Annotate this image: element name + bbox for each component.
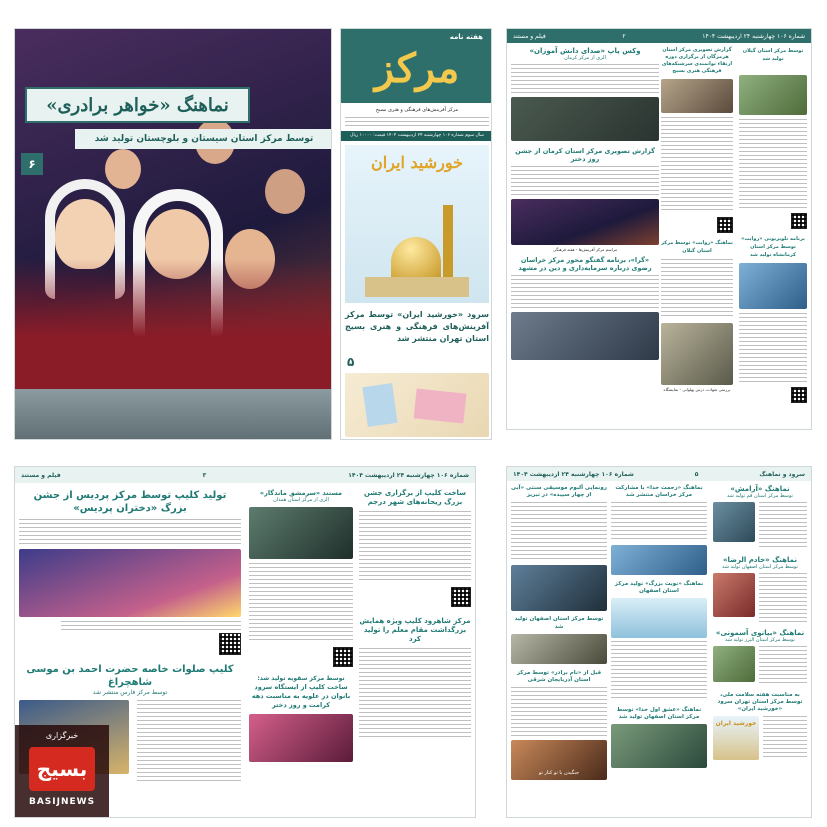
col-right-h1: توسط مرکز استان گیلان تولید شد: [742, 48, 804, 62]
stage-photo: [739, 263, 807, 309]
vox-title: وکس پاپ «صدای دانش آموزان»: [529, 47, 641, 55]
talk-photo: [511, 312, 659, 360]
clips-band: [15, 467, 475, 483]
flag-photo: [739, 75, 807, 115]
songs-m-h2: نماهنگ «نوبت بزرگ» تولید مرکز استان اصفهان: [614, 581, 704, 594]
shrine-dome: [391, 237, 441, 277]
band-number: ۲: [622, 32, 626, 40]
girls-chorus-photo: [249, 714, 353, 762]
clips-col-right: [359, 489, 471, 815]
page-songs: [506, 466, 812, 818]
masthead-intro: مرکز آفرینش‌های فرهنگی و هنری بسیج: [375, 107, 459, 113]
page-masthead: [340, 28, 492, 440]
songs-m-h1: نماهنگ «رحمت خدا» با مشارکت مرکز خراسان منتشر شد: [615, 485, 703, 498]
elder-photo: [661, 323, 733, 385]
masthead-small: هفته نامه: [449, 33, 483, 41]
cover-page-number: ۶: [21, 153, 43, 175]
issue-line: سال سوم شماره ۱۰۶ چهارشنبه ۲۴ اردیبهشت ۱۴۰۴ قیمت: ۱۰۰۰۰ ریال: [341, 131, 492, 141]
songs-r-h4: به مناسبت هفته سلامت ملی، توسط مرکز استان تهران سرود «خورشید ایران»: [717, 692, 803, 712]
band-left: فیلم و مستند: [513, 32, 546, 40]
girls-day-title: گزارش تصویری مرکز استان کرمان از جشن روز دختر: [515, 147, 655, 163]
songs-col-left: [511, 485, 607, 815]
leader-photo: [249, 507, 353, 559]
songs-r-h1: نماهنگ «آرامش»: [730, 485, 790, 493]
songs-col-mid: [611, 485, 707, 815]
clips-main-h2: کلیپ صلوات خاصه حضرت احمد بن موسی شاهچراغ: [26, 664, 234, 688]
notebook-photo: [345, 373, 489, 437]
poster-title: خورشید ایران: [370, 153, 463, 172]
ceremony-caption: مراسم مرکز آفرینش‌ها - هفته فرهنگی: [552, 247, 618, 252]
meeting-photo: [661, 79, 733, 113]
songs-r-h2: نماهنگ «خادم الرضا»: [723, 556, 797, 564]
clips-main-h2-sub: توسط مرکز فارس منتشر شد: [92, 689, 168, 696]
clips-band-right: شماره ۱۰۶ چهارشنبه ۲۴ اردیبهشت ۱۴۰۴: [348, 471, 469, 479]
col-mid-h1: گزارش تصویری مرکز استان هرمزگان از برگزاری دوره ارتقاء توانمندی سرشبکه‌های فرهنگی هنری بسیج: [661, 47, 733, 74]
masthead-bar: [341, 29, 492, 103]
caption-number: ۵: [347, 355, 355, 369]
basij-badge: [15, 725, 109, 817]
songs-band-number: ۵: [694, 470, 699, 478]
caption-text: سرود «خورشید ایران» توسط مرکز آفرینش‌های فرهنگی و هنری بسیج استان تهران منتشر شد: [345, 310, 489, 343]
col-mid: [661, 47, 733, 427]
clips-m-sub: الزی از مرکز استان همدان: [273, 497, 329, 503]
page-news-top: [506, 28, 812, 430]
songs-band: [507, 467, 811, 481]
col-left: [511, 47, 659, 427]
songs-r-h3: نماهنگ «بیانوی آسمونی»: [715, 629, 805, 637]
vox-sub: الزی از مرکز کرمان: [564, 55, 606, 61]
col-right: [739, 47, 807, 427]
songs-col-right: [713, 485, 807, 815]
gera-title: «گرا»، برنامه گفتگو محور مرکز خراسان رضوی درباره سرمایه‌داری و دین در مشهد: [518, 256, 652, 272]
badge-line3: BASIJNEWS: [28, 797, 96, 807]
songs-l-photo: جنگیدن با تو کنار تو: [511, 740, 607, 780]
clips-band-left: فیلم و مستند: [21, 471, 61, 479]
masthead-caption-box: [345, 309, 489, 369]
cover-title-box: [25, 87, 250, 123]
minaret: [443, 205, 453, 281]
col-mid-h2: نماهنگ «روایت» توسط مرکز استان گیلان: [661, 240, 733, 254]
page-cover-photo: [14, 28, 332, 440]
songs-r-h3-sub: توسط مرکز استان البرز تولید شد: [725, 637, 795, 643]
songs-l-h1: رونمایی آلبوم موسیقی سنتی «آیی از چهار سپیده» در تبریز: [511, 485, 607, 498]
clips-main-h1: تولید کلیپ توسط مرکز پردیس از جشن بزرگ «دختران پردیس»: [33, 490, 227, 514]
clips-r-h2: مرکز شاهرود کلیپ ویژه همایش بزرگداشت مقام معلم را تولید کرد: [359, 617, 471, 643]
masthead-logo: مرکز: [374, 45, 460, 92]
top-band: [507, 29, 811, 43]
badge-mark: بسیج: [29, 747, 95, 791]
pardis-photo: [19, 549, 241, 617]
badge-line1: خبرگزاری: [45, 731, 79, 740]
page-clips: [14, 466, 476, 818]
clips-col-mid: [249, 489, 353, 815]
clips-band-number: ۳: [202, 471, 207, 479]
cover-subtitle: توسط مرکز استان سیستان و بلوچستان تولید شد: [94, 134, 314, 144]
songs-l-h2: توسط مرکز استان اصفهان تولید شد: [514, 616, 604, 630]
songs-r-h1-sub: توسط مرکز استان قم تولید شد: [727, 493, 793, 499]
clips-m-h3: ساخت کلیپ از ایستگاه سرود بانوان در علویه به مناسبت دهه کرامت و روز دختر: [251, 683, 351, 709]
poster: [345, 145, 489, 303]
songs-r-h2-sub: توسط مرکز استان اصفهان تولید شد: [722, 564, 798, 570]
elder-caption: بررسی شهادت درس پهلوانی - نمایشگاه: [663, 387, 731, 392]
cover-title: نماهنگ «خواهر برادری»: [46, 94, 229, 116]
songs-band-right: سرود و نماهنگ: [759, 470, 805, 478]
clips-m-h2: توسط مرکز سقویه تولید شد:: [257, 675, 345, 682]
songs-band-left: شماره ۱۰۶ چهارشنبه ۲۴ اردیبهشت ۱۴۰۴: [513, 470, 634, 478]
classroom-photo: [511, 97, 659, 141]
clips-r-h1: ساخت کلیپ از برگزاری جشن بزرگ ریحانه‌های شهر درجم: [363, 489, 467, 506]
clips-m-h1: مستند «سرمشق ماندگار»: [259, 489, 343, 497]
band-right: شماره ۱۰۶ چهارشنبه ۲۴ اردیبهشت ۱۴۰۴: [702, 32, 805, 40]
col-right-h2: برنامه تلویزیونی «روایت» توسط مرکز استان کرمانشاه تولید شد: [741, 236, 805, 258]
girls-photo: [15, 29, 332, 389]
cover-subtitle-box: [75, 129, 332, 149]
songs-poster: خورشید ایران: [713, 716, 759, 760]
ceremony-photo: [511, 199, 659, 245]
songs-l-h3: قبل از «نام برادر» توسط مرکز استان آذربایجان شرقی: [516, 670, 602, 683]
songs-m-h3: نماهنگ «عشق اول خدا» توسط مرکز استان اصفهان تولید شد: [616, 707, 702, 720]
